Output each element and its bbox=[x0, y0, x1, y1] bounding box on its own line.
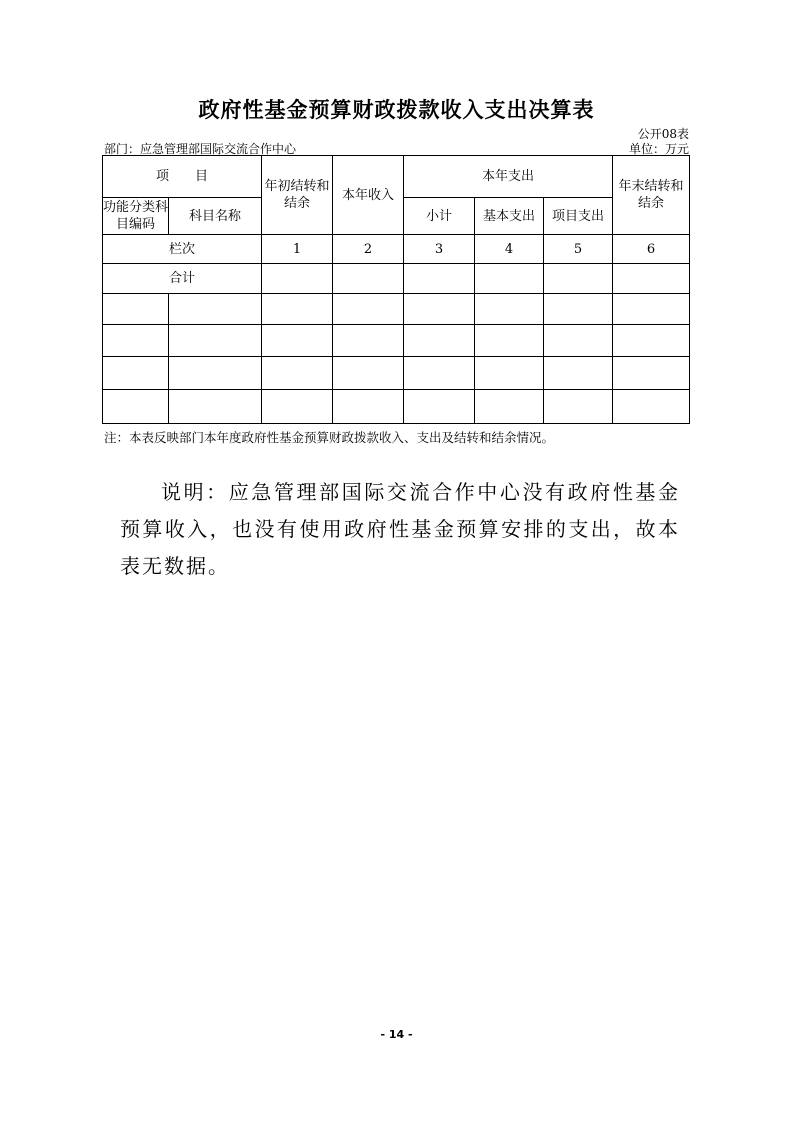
table-cell bbox=[103, 390, 169, 424]
table-cell bbox=[544, 357, 613, 390]
table-cell bbox=[613, 325, 690, 357]
table-cell bbox=[475, 294, 544, 325]
column-row-label: 栏次 bbox=[103, 235, 262, 264]
department-label: 部门：应急管理部国际交流合作中心 bbox=[104, 142, 297, 156]
column-number: 4 bbox=[475, 235, 544, 264]
explanation-paragraph: 说明：应急管理部国际交流合作中心没有政府性基金预算收入，也没有使用政府性基金预算安排的支出，故本表无数据。 bbox=[120, 480, 680, 578]
table-row bbox=[103, 390, 690, 424]
table-cell bbox=[103, 357, 169, 390]
column-number: 1 bbox=[262, 235, 333, 264]
header-expense: 本年支出 bbox=[404, 156, 613, 198]
table-cell bbox=[475, 357, 544, 390]
table-row bbox=[103, 325, 690, 357]
form-code: 公开08表 bbox=[637, 127, 689, 141]
table-cell bbox=[262, 325, 333, 357]
table-cell bbox=[262, 264, 333, 294]
page-title: 政府性基金预算财政拨款收入支出决算表 bbox=[198, 98, 595, 122]
header-end-balance: 年末结转和结余 bbox=[613, 156, 690, 235]
page-number: - 14 - bbox=[380, 1028, 413, 1041]
table-cell bbox=[475, 390, 544, 424]
table-row bbox=[103, 357, 690, 390]
table-cell bbox=[262, 390, 333, 424]
total-label: 合计 bbox=[103, 264, 262, 294]
header-basic: 基本支出 bbox=[475, 198, 544, 235]
table-cell bbox=[544, 264, 613, 294]
column-number: 6 bbox=[613, 235, 690, 264]
table-cell bbox=[169, 325, 262, 357]
table-cell bbox=[404, 357, 475, 390]
table-cell bbox=[333, 390, 404, 424]
header-begin-balance: 年初结转和结余 bbox=[262, 156, 333, 235]
table-note: 注：本表反映部门本年度政府性基金预算财政拨款收入、支出及结转和结余情况。 bbox=[104, 430, 555, 445]
column-number: 5 bbox=[544, 235, 613, 264]
column-number: 3 bbox=[404, 235, 475, 264]
table-cell bbox=[404, 325, 475, 357]
header-item: 项 目 bbox=[103, 156, 262, 198]
table-cell bbox=[475, 264, 544, 294]
header-project: 项目支出 bbox=[544, 198, 613, 235]
table-cell bbox=[262, 294, 333, 325]
header-func-code: 功能分类科目编码 bbox=[103, 198, 169, 235]
table-cell bbox=[613, 294, 690, 325]
table-cell bbox=[169, 294, 262, 325]
table-cell bbox=[404, 390, 475, 424]
table-cell bbox=[333, 325, 404, 357]
table-cell bbox=[404, 294, 475, 325]
header-subtotal: 小计 bbox=[404, 198, 475, 235]
table-cell bbox=[475, 325, 544, 357]
table-cell bbox=[544, 294, 613, 325]
column-number: 2 bbox=[333, 235, 404, 264]
header-subject-name: 科目名称 bbox=[169, 198, 262, 235]
table-cell bbox=[333, 264, 404, 294]
table-cell bbox=[544, 390, 613, 424]
unit-label: 单位：万元 bbox=[628, 142, 689, 156]
table-cell bbox=[169, 390, 262, 424]
table-cell bbox=[333, 294, 404, 325]
table-cell bbox=[404, 264, 475, 294]
header-income: 本年收入 bbox=[333, 156, 404, 235]
table-cell bbox=[544, 325, 613, 357]
table-cell bbox=[103, 325, 169, 357]
table-row bbox=[103, 294, 690, 325]
table-cell bbox=[169, 357, 262, 390]
table-cell bbox=[333, 357, 404, 390]
table-cell bbox=[613, 357, 690, 390]
table-cell bbox=[103, 294, 169, 325]
table-cell bbox=[613, 264, 690, 294]
table-cell bbox=[262, 357, 333, 390]
fund-budget-table bbox=[102, 155, 690, 424]
total-row bbox=[103, 264, 690, 294]
table-cell bbox=[613, 390, 690, 424]
